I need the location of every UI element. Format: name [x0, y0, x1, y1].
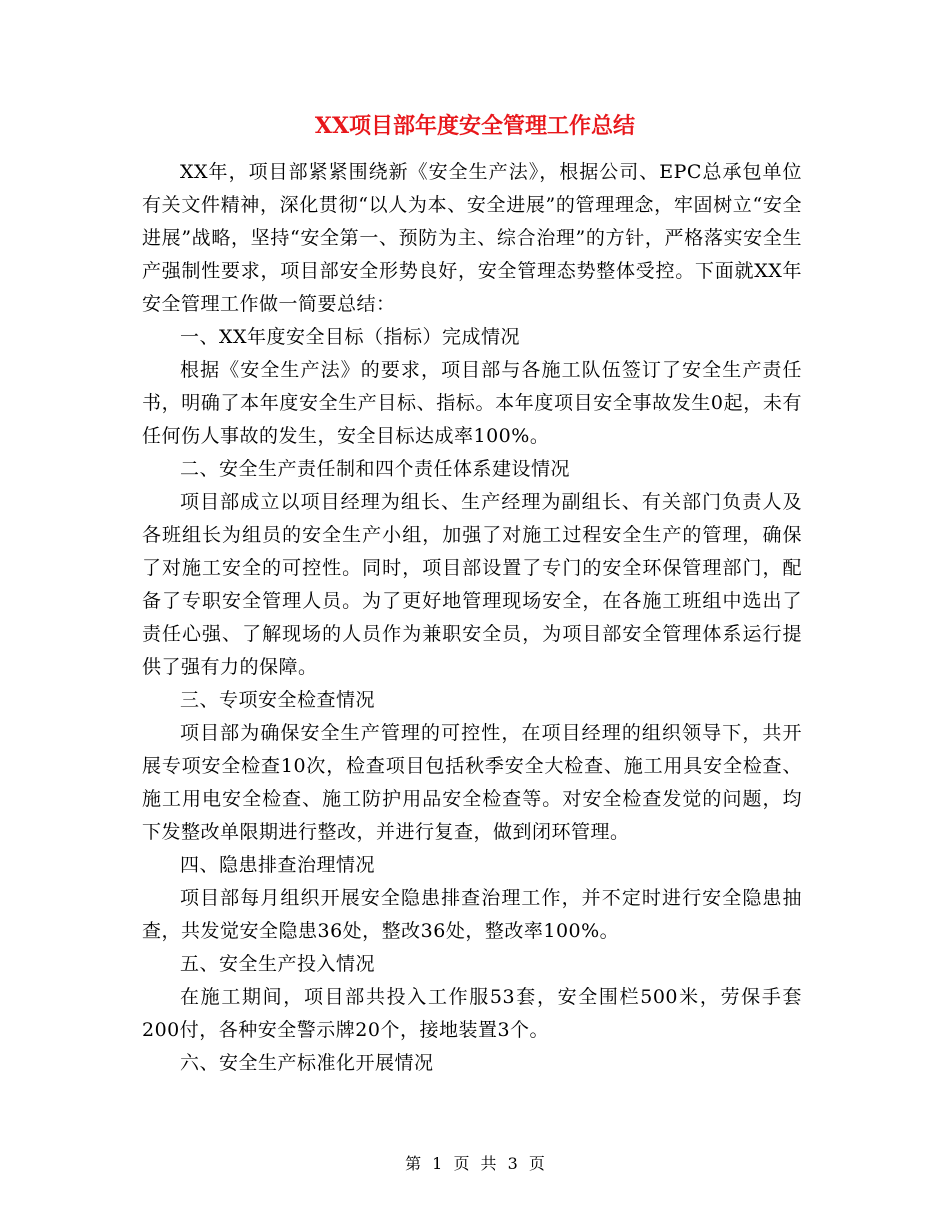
section-heading-5: 五、安全生产投入情况 [180, 953, 376, 975]
section-heading-6: 六、安全生产标准化开展情况 [180, 1052, 434, 1074]
section-paragraph-4: 项目部每月组织开展安全隐患排查治理工作，并不定时进行安全隐患抽查，共发觉安全隐患36处，整改36处，整改率100%。 [142, 887, 802, 942]
section-paragraph-3: 项目部为确保安全生产管理的可控性，在项目经理的组织领导下，共开展专项安全检查10次，检查项目包括秋季安全大检查、施工用具安全检查、施工用电安全检查、施工防护用品安全检查等。对安全检查发觉的问题，均下发整改单限期进行整改，并进行复查，做到闭环管理。 [142, 722, 802, 843]
intro-paragraph: XX年，项目部紧紧围绕新《安全生产法》，根据公司、EPC总承包单位有关文件精神，深化贯彻“以人为本、安全进展”的管理理念，牢固树立“安全进展”战略，坚持“安全第一、预防为主、综合治理”的方针，严格落实安全生产强制性要求，项目部安全形势良好，安全管理态势整体受控。下面就XX年安全管理工作做一简要总结： [142, 161, 802, 315]
section-heading-2: 二、安全生产责任制和四个责任体系建设情况 [180, 458, 571, 480]
document-body [142, 156, 802, 1080]
document-title: XX项目部年度安全管理工作总结 [314, 113, 636, 139]
section-paragraph-2: 项目部成立以项目经理为组长、生产经理为副组长、有关部门负责人及各班组长为组员的安全生产小组，加强了对施工过程安全生产的管理，确保了对施工安全的可控性。同时，项目部设置了专门的安全环保管理部门，配备了专职安全管理人员。为了更好地管理现场安全，在各施工班组中选出了责任心强、了解现场的人员作为兼职安全员，为项目部安全管理体系运行提供了强有力的保障。 [142, 491, 802, 678]
section-paragraph-5: 在施工期间，项目部共投入工作服53套，安全围栏500米，劳保手套200付，各种安全警示牌20个，接地装置3个。 [142, 986, 802, 1041]
section-heading-1: 一、XX年度安全目标（指标）完成情况 [180, 326, 521, 348]
section-heading-3: 三、专项安全检查情况 [180, 689, 376, 711]
section-heading-4: 四、隐患排查治理情况 [180, 854, 376, 876]
page-number-footer: 第 1 页 共 3 页 [405, 1154, 545, 1173]
section-paragraph-1: 根据《安全生产法》的要求，项目部与各施工队伍签订了安全生产责任书，明确了本年度安全生产目标、指标。本年度项目安全事故发生0起，未有任何伤人事故的发生，安全目标达成率100%。 [142, 359, 802, 447]
